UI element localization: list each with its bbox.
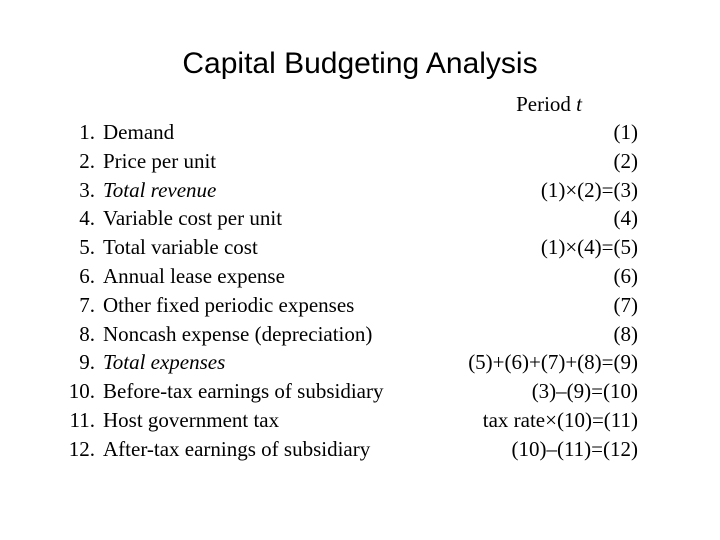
line-item [0, 406, 720, 435]
line-item-label: After-tax earnings of subsidiary [103, 436, 371, 461]
line-item [0, 204, 720, 233]
period-column-header [516, 90, 582, 118]
line-item-formula: (3)–(9)=(10) [531, 379, 638, 404]
line-item-number: 1. [79, 120, 95, 144]
period-header-variable: t [576, 92, 582, 116]
line-item-formula: (4) [613, 206, 638, 231]
line-item [0, 118, 720, 147]
line-item-formula: (1) [613, 120, 638, 144]
line-item-label: Total expenses [103, 350, 226, 375]
line-item-label: Variable cost per unit [103, 206, 283, 231]
line-item-formula: (10)–(11)=(12) [511, 436, 638, 461]
line-item-formula: tax rate×(10)=(11) [482, 407, 638, 432]
line-item-formula: (6) [613, 263, 638, 288]
line-item [0, 348, 720, 377]
line-item-number: 11. [69, 407, 95, 432]
line-item-formula: (2) [613, 148, 638, 173]
line-item [0, 233, 720, 262]
period-header-prefix: Period [516, 92, 577, 116]
line-item-label: Price per unit [103, 148, 217, 173]
line-item-number: 5. [79, 235, 95, 260]
line-item-formula: (8) [613, 321, 638, 346]
line-item-label: Before-tax earnings of subsidiary [103, 379, 384, 404]
line-item-label: Total revenue [103, 177, 217, 202]
line-item-label: Total variable cost [103, 235, 258, 260]
line-item-number: 9. [79, 350, 95, 375]
line-item-formula: (7) [613, 292, 638, 317]
line-item-formula: (1)×(2)=(3) [540, 177, 638, 202]
line-item [0, 320, 720, 349]
line-item [0, 291, 720, 320]
line-item-number: 4. [79, 206, 95, 231]
line-item-number: 3. [79, 177, 95, 202]
line-item-formula: (5)+(6)+(7)+(8)=(9) [468, 350, 638, 375]
line-item-label: Demand [103, 120, 175, 144]
line-item-number: 12. [68, 436, 95, 461]
budget-line-items [0, 118, 720, 464]
line-item [0, 262, 720, 291]
line-item-label: Noncash expense (depreciation) [103, 321, 373, 346]
line-item-formula: (1)×(4)=(5) [540, 235, 638, 260]
line-item-label: Other fixed periodic expenses [103, 292, 355, 317]
line-item [0, 435, 720, 464]
line-item [0, 147, 720, 176]
line-item [0, 176, 720, 205]
line-item-number: 7. [79, 292, 95, 317]
line-item-label: Host government tax [103, 407, 280, 432]
line-item-number: 2. [79, 148, 95, 173]
line-item-number: 8. [79, 321, 95, 346]
line-item-label: Annual lease expense [103, 263, 285, 288]
line-item [0, 377, 720, 406]
line-item-number: 10. [68, 379, 95, 404]
slide-title: Capital Budgeting Analysis [182, 47, 538, 80]
line-item-number: 6. [79, 263, 95, 288]
